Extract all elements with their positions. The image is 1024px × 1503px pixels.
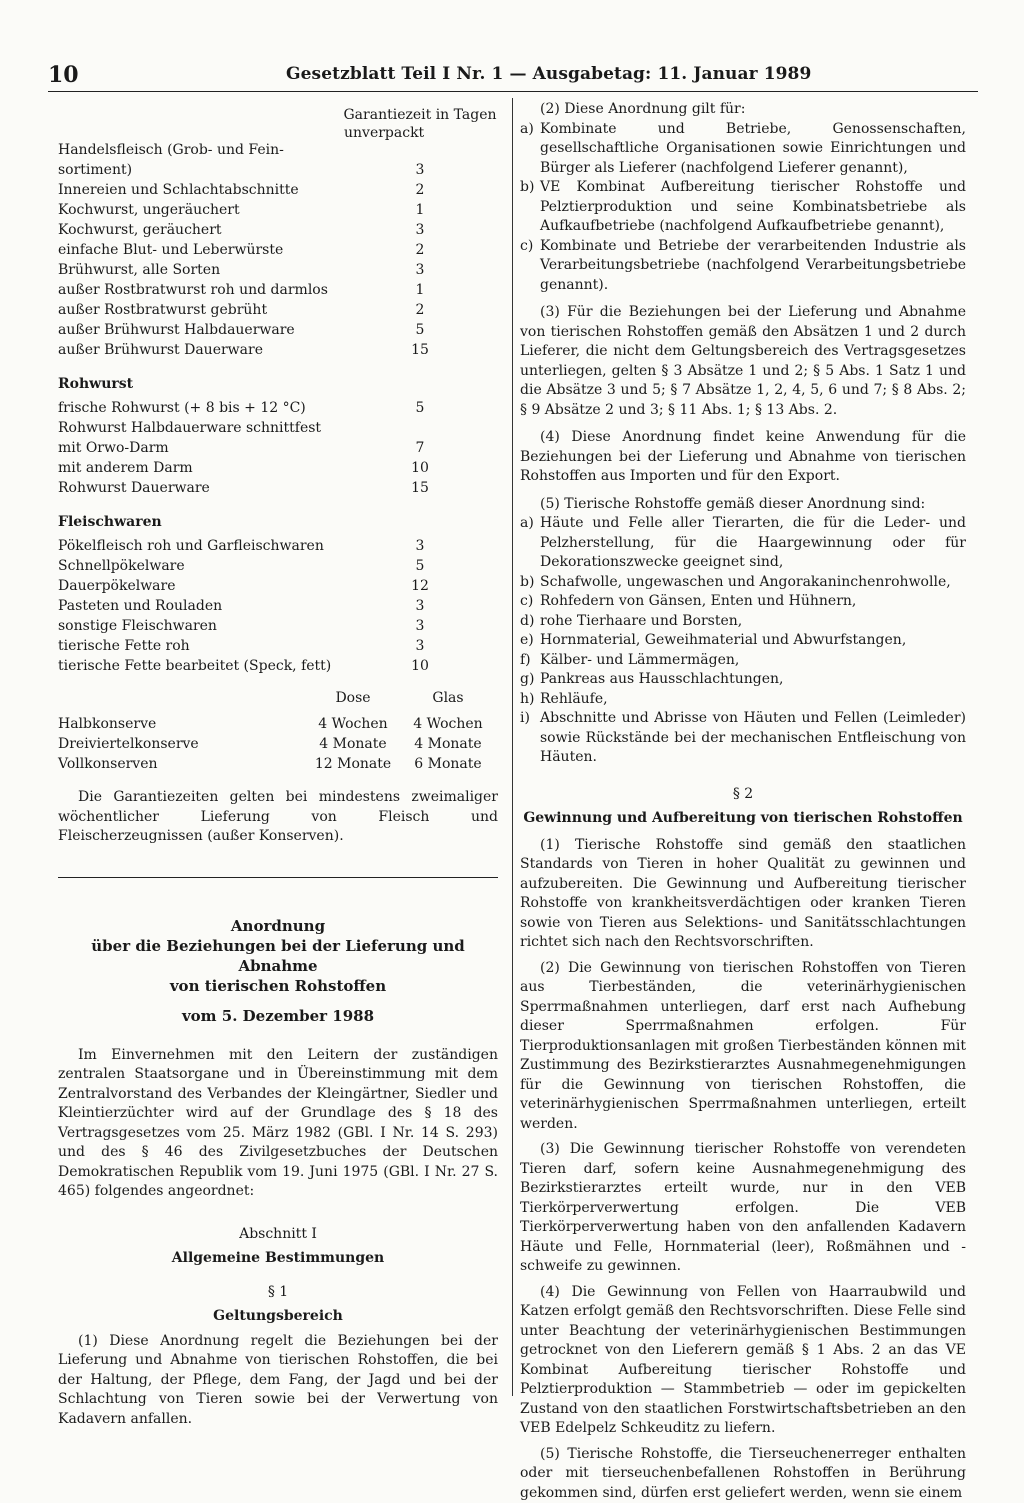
table-row: [58, 714, 498, 734]
list-label: d): [520, 612, 534, 632]
paragraph-2-4: (4) Die Gewinnung von Fellen von Haarraubwild und Katzen erfolgt gemäß den Rechtsvorschriften. Diese Felle sind unter Beachtung der veterinärhygienischen Bestimmungen getrocknet von den Lieferern gemäß § 1 Abs. 2 an das VE Kombinat Aufbereitung tierischer Rohstoffe und Pelztierproduktion — Stammbetrieb — oder im gepickelten Zustand von den staatlichen Forstwirtschaftsbetrieben an den VEB Edelpelz Schkeuditz zu liefern.: [520, 1283, 966, 1439]
list-item: [520, 651, 966, 671]
list-text: Hornmaterial, Geweihmaterial und Abwurfstangen,: [540, 632, 906, 648]
list-item: [520, 237, 966, 296]
row-name: tierische Fette roh: [58, 636, 190, 656]
ordinance-title: Anordnung: [58, 916, 498, 936]
table-header-line1: Garantiezeit in Tagen: [340, 106, 500, 124]
header-rule: [48, 91, 978, 92]
table-main: [58, 140, 498, 360]
row-value: 3: [400, 596, 440, 616]
page-header: [48, 62, 978, 90]
table-row: [58, 458, 498, 478]
row-name: frische Rohwurst (+ 8 bis + 12 °C): [58, 398, 306, 418]
table-row: [58, 320, 498, 340]
list-label: i): [520, 709, 530, 729]
paragraph-1-title: Geltungsbereich: [58, 1306, 498, 1326]
row-name: außer Brühwurst Halbdauerware: [58, 320, 295, 340]
row-name: mit anderem Darm: [58, 458, 193, 478]
table-row: [58, 536, 498, 556]
row-dose: 12 Monate: [298, 754, 408, 774]
list-text: rohe Tierhaare und Borsten,: [540, 613, 742, 629]
row-value: 10: [400, 458, 440, 478]
paragraph-2-2: (2) Die Gewinnung von tierischen Rohstoffen von Tieren aus Tierbeständen, die veterinärhygienischen Sperrmaßnahmen unterliegen, darf erst nach Aufhebung dieser Sperrmaßnahmen erfolgen. Für Tierproduktionsanlagen mit großen Tierbeständen können mit Zustimmung des Bezirkstierarztes Ausnahmegenehmigungen für die Gewinnung von tierischen Rohstoffen, die veterinärhygienischen Sperrmaßnahmen unterliegen, erteilt werden.: [520, 959, 966, 1135]
row-value: 3: [400, 616, 440, 636]
paragraph-1-5-intro: (5) Tierische Rohstoffe gemäß dieser Anordnung sind:: [520, 495, 966, 515]
row-name-cont: mit Orwo-Darm: [58, 440, 169, 456]
row-name: Schnellpökelware: [58, 556, 185, 576]
ordinance-subtitle: über die Beziehungen bei der Lieferung und Abnahme: [58, 936, 498, 976]
section-label: Abschnitt I: [58, 1224, 498, 1244]
row-name: Kochwurst, geräuchert: [58, 220, 222, 240]
row-value: 10: [400, 656, 440, 676]
list-text: Rehläufe,: [540, 691, 608, 707]
row-name: Brühwurst, alle Sorten: [58, 260, 220, 280]
row-name: sonstige Fleischwaren: [58, 616, 217, 636]
list-item: [520, 631, 966, 651]
paragraph-1-3: (3) Für die Beziehungen bei der Lieferung und Abnahme von tierischen Rohstoffen gemäß den Absätzen 1 und 2 durch Lieferer, die nicht dem Geltungsbereich des Vertragsgesetzes unterliegen, gelten § 3 Absätze 1 und 2; § 5 Abs. 1 Satz 1 und die Absätze 3 und 5; § 7 Absätze 1, 2, 4, 5, 6 und 7; § 8 Abs. 2; § 9 Absätze 2 und 3; § 11 Abs. 1; § 13 Abs. 2.: [520, 303, 966, 420]
table-row: [58, 418, 498, 458]
preamble: Im Einvernehmen mit den Leitern der zuständigen zentralen Staatsorgane und in Übereinstimmung mit dem Zentralvorstand des Verbandes der Kleingärtner, Siedler und Kleintierzüchter wird auf der Grundlage des § 18 des Vertragsgesetzes vom 25. März 1982 (GBl. I Nr. 14 S. 293) und des § 46 des Zivilgesetzbuches der Deutschen Demokratischen Republik vom 19. Juni 1975 (GBl. I Nr. 27 S. 465) folgendes angeordnet:: [58, 1046, 498, 1202]
row-name: tierische Fette bearbeitet (Speck, fett): [58, 656, 331, 676]
row-value: 5: [400, 398, 440, 418]
list-text: Häute und Felle aller Tierarten, die für die Leder- und Pelzherstellung, für die Haargewinnung oder für Dekorationszwecke geeignet sind,: [540, 515, 966, 570]
list-text: Rohfedern von Gänsen, Enten und Hühnern,: [540, 593, 856, 609]
paragraph-2-label: § 2: [520, 784, 966, 804]
list-label: h): [520, 690, 534, 710]
table-rohwurst: [58, 398, 498, 498]
table-row: [58, 240, 498, 260]
header-glas: Glas: [408, 688, 488, 708]
row-name: Vollkonserven: [58, 754, 158, 774]
list-item: [520, 514, 966, 573]
list-label: c): [520, 592, 533, 612]
table-row: [58, 734, 498, 754]
table-row: [58, 260, 498, 280]
list-text: Pankreas aus Hausschlachtungen,: [540, 671, 783, 687]
row-value: 12: [400, 576, 440, 596]
list-item: [520, 670, 966, 690]
row-value: 3: [400, 536, 440, 556]
konserven-header: [58, 688, 498, 708]
guarantee-note: Die Garantiezeiten gelten bei mindestens zweimaliger wöchentlicher Lieferung von Fleisch und Fleischerzeugnissen (außer Konserven).: [58, 788, 498, 847]
row-name: Pökelfleisch roh und Garfleischwaren: [58, 536, 324, 556]
list-item: [520, 573, 966, 593]
list-item: [520, 120, 966, 179]
row-name: Rohwurst Dauerware: [58, 478, 210, 498]
row-value: 1: [400, 200, 440, 220]
column-divider: [512, 98, 513, 1396]
page-number: 10: [48, 62, 79, 88]
list-label: b): [520, 178, 534, 198]
table-row: [58, 140, 498, 180]
running-head: Gesetzblatt Teil I Nr. 1 — Ausgabetag: 11. Januar 1989: [286, 64, 811, 84]
list-label: a): [520, 120, 534, 140]
row-value: 1: [400, 280, 440, 300]
row-name: Kochwurst, ungeräuchert: [58, 200, 240, 220]
row-name: Handelsfleisch (Grob- und Fein-: [58, 142, 284, 158]
table-row: [58, 340, 498, 360]
row-name: Halbkonserve: [58, 714, 156, 734]
paragraph-2-title: Gewinnung und Aufbereitung von tierischen Rohstoffen: [520, 808, 966, 828]
section-title: Allgemeine Bestimmungen: [58, 1248, 498, 1268]
row-name: außer Brühwurst Dauerware: [58, 340, 263, 360]
table-header: [58, 100, 498, 140]
list-text: Kälber- und Lämmermägen,: [540, 652, 739, 668]
row-value: 15: [400, 340, 440, 360]
table-row: [58, 280, 498, 300]
table-header-line2: unverpackt: [340, 124, 500, 142]
table-row: [58, 478, 498, 498]
row-value: 5: [400, 556, 440, 576]
row-value: 3: [400, 160, 440, 180]
table-row: [58, 200, 498, 220]
list-item: [520, 178, 966, 237]
row-glas: 4 Wochen: [408, 714, 488, 734]
list-text: VE Kombinat Aufbereitung tierischer Rohstoffe und Pelztierproduktion und seine Kombinatsbetriebe als Aufkaufbetriebe (nachfolgend Aufkaufbetriebe genannt),: [540, 179, 966, 234]
paragraph-1-1: (1) Diese Anordnung regelt die Beziehungen bei der Lieferung und Abnahme von tierischen Rohstoffen, die bei der Haltung, der Pflege, dem Fang, der Jagd und bei der Schlachtung von Tieren sowie bei der Verwertung von Kadavern anfallen.: [58, 1332, 498, 1430]
table-row: [58, 596, 498, 616]
row-value: 5: [400, 320, 440, 340]
paragraph-2-5: (5) Tierische Rohstoffe, die Tierseuchenerreger enthalten oder mit tierseuchenbefallenen Rohstoffen in Berührung gekommen sind, dürfen erst geliefert werden, wenn sie einem: [520, 1445, 966, 1503]
table-row: [58, 180, 498, 200]
group-title-fleischwaren: Fleischwaren: [58, 512, 498, 532]
ordinance-title-block: [58, 916, 498, 1026]
header-dose: Dose: [298, 688, 408, 708]
row-value: 15: [400, 478, 440, 498]
row-name: außer Rostbratwurst gebrüht: [58, 300, 267, 320]
table-row: [58, 556, 498, 576]
table-row: [58, 616, 498, 636]
row-glas: 6 Monate: [408, 754, 488, 774]
list-text: Kombinate und Betriebe der verarbeitenden Industrie als Verarbeitungsbetriebe (nachfolgend Verarbeitungsbetriebe genannt).: [540, 238, 966, 293]
group-title-rohwurst: Rohwurst: [58, 374, 498, 394]
table-fleischwaren: [58, 536, 498, 676]
ordinance-date: vom 5. Dezember 1988: [58, 1006, 498, 1026]
list-item: [520, 612, 966, 632]
ordinance-subtitle-2: von tierischen Rohstoffen: [58, 976, 498, 996]
row-value: 3: [400, 636, 440, 656]
list-label: g): [520, 670, 534, 690]
list-label: c): [520, 237, 533, 257]
paragraph-1-4: (4) Diese Anordnung findet keine Anwendung für die Beziehungen bei der Lieferung und Abnahme von tierischen Rohstoffen aus Importen und für den Export.: [520, 428, 966, 487]
table-row: [58, 398, 498, 418]
list-label: b): [520, 573, 534, 593]
row-dose: 4 Monate: [298, 734, 408, 754]
konserven-table: [58, 688, 498, 774]
paragraph-2-1: (1) Tierische Rohstoffe sind gemäß den staatlichen Standards von Tieren in hoher Qualität zu gewinnen und aufzubereiten. Die Gewinnung und Aufbereitung tierischer Rohstoffe von krankheitsverdächtigen oder kranken Tieren sowie von Tieren aus Selektions- und Sanitätsschlachtungen richtet sich nach den Rechtsvorschriften.: [520, 836, 966, 953]
list-label: f): [520, 651, 531, 671]
row-name: Innereien und Schlachtabschnitte: [58, 180, 299, 200]
list-text: Schafwolle, ungewaschen und Angorakaninchenrohwolle,: [540, 574, 951, 590]
left-column: [58, 100, 498, 1429]
row-name: außer Rostbratwurst roh und darmlos: [58, 280, 328, 300]
row-name: Dauerpökelware: [58, 576, 176, 596]
row-value: 2: [400, 240, 440, 260]
paragraph-1-label: § 1: [58, 1282, 498, 1302]
table-row: [58, 300, 498, 320]
row-name: Rohwurst Halbdauerware schnittfest: [58, 420, 321, 436]
paragraph-1-2-intro: (2) Diese Anordnung gilt für:: [520, 100, 966, 120]
row-value: 7: [400, 438, 440, 458]
right-column: [520, 100, 966, 1503]
list-label: a): [520, 514, 534, 534]
table-row: [58, 576, 498, 596]
row-value: 2: [400, 300, 440, 320]
row-dose: 4 Wochen: [298, 714, 408, 734]
row-glas: 4 Monate: [408, 734, 488, 754]
table-row: [58, 754, 498, 774]
table-row: [58, 656, 498, 676]
list-text: Kombinate und Betriebe, Genossenschaften, gesellschaftliche Organisationen sowie Einrichtungen und Bürger als Lieferer (nachfolgend Lieferer genannt),: [540, 121, 966, 176]
row-value: 3: [400, 260, 440, 280]
list-label: e): [520, 631, 534, 651]
section-rule: [58, 877, 498, 878]
paragraph-2-3: (3) Die Gewinnung tierischer Rohstoffe von verendeten Tieren darf, sofern keine Ausnahmegenehmigung des Bezirkstierarztes erteilt wurde, nur in den VEB Tierkörperverwertung erfolgen. Die VEB Tierkörperverwertung haben von den anfallenden Kadavern Häute und Felle, Hornmaterial (leer), Roßmähnen und -schweife zu gewinnen.: [520, 1140, 966, 1277]
row-value: 3: [400, 220, 440, 240]
table-row: [58, 636, 498, 656]
row-name-cont: sortiment): [58, 162, 132, 178]
list-item: [520, 592, 966, 612]
row-name: einfache Blut- und Leberwürste: [58, 240, 283, 260]
table-row: [58, 220, 498, 240]
list-item: [520, 690, 966, 710]
list-item: [520, 709, 966, 768]
row-name: Pasteten und Rouladen: [58, 596, 222, 616]
row-value: 2: [400, 180, 440, 200]
row-name: Dreiviertelkonserve: [58, 734, 199, 754]
list-text: Abschnitte und Abrisse von Häuten und Fellen (Leimleder) sowie Rückstände bei der mechanischen Entfleischung von Häuten.: [540, 710, 966, 765]
